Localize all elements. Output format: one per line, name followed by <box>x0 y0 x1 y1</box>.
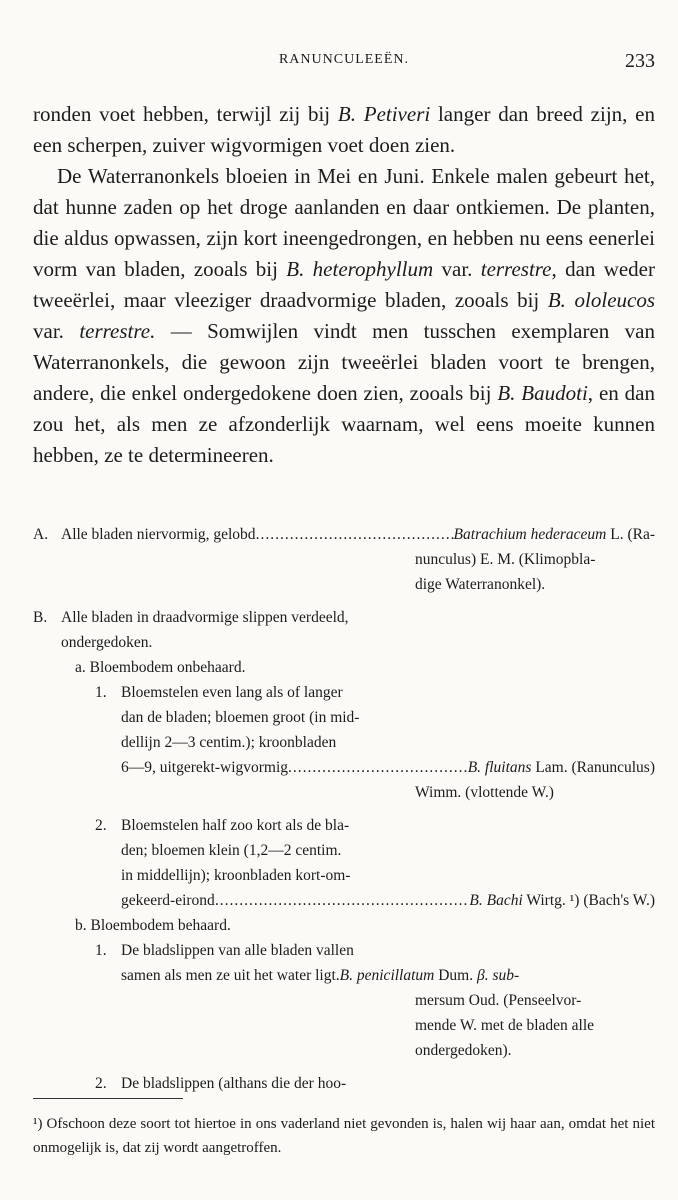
key-text: den; bloemen klein (1,2—2 centim. <box>121 842 342 859</box>
key-text: Alle bladen in draadvormige slippen verdeeld, <box>61 609 349 626</box>
page-number: 233 <box>625 50 655 72</box>
key-label: 2. <box>95 1075 107 1092</box>
species-name: B. heterophyllum <box>286 257 434 281</box>
page-header <box>33 50 655 74</box>
key-label: b. <box>75 917 87 934</box>
paragraph-2 <box>33 161 655 471</box>
key-text: De bladslippen van alle bladen vallen <box>121 942 354 959</box>
species-name: B. Petiveri <box>337 102 431 126</box>
text-run: , en dan zou het, als men ze afzonderlijk waarnam, wel eens moeite kunnen hebben, ze te determineeren. <box>33 381 655 467</box>
text-run: var. <box>433 257 481 281</box>
continuation-line: Wimm. (vlottende W.) <box>415 784 554 801</box>
leader-dots <box>288 755 468 780</box>
key-text: Alle bladen niervormig, gelobd <box>61 526 256 543</box>
footnote-rule <box>33 1098 183 1099</box>
key-label: B. <box>33 609 48 626</box>
key-entry-a <box>33 655 655 680</box>
key-text: samen als men ze uit het water ligt. <box>121 967 340 984</box>
key-text: Bloemstelen even lang als of langer <box>121 684 343 701</box>
key-entry-b1 <box>33 938 655 963</box>
taxon-variety: β. sub- <box>476 967 520 984</box>
running-title: RANUNCULEEËN. <box>278 52 410 67</box>
continuation-line: mersum Oud. (Penseelvor- <box>415 992 582 1009</box>
taxon-authority: Lam. (Ranunculus) <box>531 759 655 776</box>
key-text: in middellijn); kroonbladen kort-om- <box>121 867 351 884</box>
taxon-name: B. Bachi <box>469 892 523 909</box>
key-text: gekeerd-eirond <box>121 892 215 909</box>
leader-dots <box>256 522 454 547</box>
leader-dots <box>215 888 470 913</box>
key-text: Bloemstelen half zoo kort als de bla- <box>121 817 350 834</box>
key-label: A. <box>33 526 49 543</box>
key-entry-A-continuation <box>33 547 655 597</box>
identification-key <box>33 522 655 1096</box>
key-entry-a1 <box>33 680 655 705</box>
taxon-authority: Wirtg. ¹) (Bach's W.) <box>522 892 655 909</box>
text-run: ronden voet hebben, terwijl zij bij <box>33 102 338 126</box>
key-text: De bladslippen (althans die der hoo- <box>121 1075 347 1092</box>
key-entry-B <box>33 605 655 655</box>
key-entry-a2 <box>33 813 655 838</box>
key-text: Bloembodem onbehaard. <box>89 659 246 676</box>
key-text: dellijn 2—3 centim.); kroonbladen <box>121 734 337 751</box>
key-text: ondergedoken. <box>61 634 153 651</box>
key-text: 6—9, uitgerekt-wigvormig <box>121 759 289 776</box>
footnote: ¹) Ofschoon deze soort tot hiertoe in ons vaderland niet gevonden is, halen wij haar aan, omdat het niet onmogelijk is, dat zij wordt aangetroffen. <box>33 1116 655 1156</box>
key-entry-A <box>33 522 655 547</box>
taxon-name: B. fluitans <box>467 759 532 776</box>
species-name: B. Baudoti <box>497 381 588 405</box>
key-label: 2. <box>95 817 107 834</box>
taxon-authority: Dum. <box>434 967 477 984</box>
text-run: var. <box>33 319 80 343</box>
taxon-authority: L. (Ra- <box>606 526 655 543</box>
taxon-name: Batrachium hederaceum <box>453 526 607 543</box>
continuation-line: nunculus) E. M. (Klimopbla- <box>415 551 596 568</box>
taxon-name: B. penicillatum <box>339 967 435 984</box>
species-name: terrestre <box>480 257 552 281</box>
key-label: a. <box>75 659 86 676</box>
species-name: terrestre. <box>79 319 156 343</box>
text-run: langer dan breed zijn, en een scherpen, zuiver wigvormigen voet doen zien. <box>33 102 655 157</box>
continuation-line: ondergedoken). <box>415 1042 512 1059</box>
species-name: B. ololeucos <box>547 288 656 312</box>
key-text: dan de bladen; bloemen groot (in mid- <box>121 709 360 726</box>
text-run: — Somwijlen vindt men tusschen exemplaren van Waterranonkels, die gewoon zijn tweeërlei bladen voort te brengen, andere, die enkel ondergedokene doen zien, zooals bij <box>33 319 656 405</box>
key-entry-b2 <box>33 1071 655 1096</box>
continuation-line: dige Waterranonkel). <box>415 576 546 593</box>
paragraph-1 <box>33 99 655 161</box>
key-label: 1. <box>95 684 107 701</box>
text-run: , dan weder tweeërlei, maar vleeziger draadvormige bladen, zooals bij <box>33 257 655 312</box>
continuation-line: mende W. met de bladen alle <box>415 1017 595 1034</box>
body-text <box>33 99 655 471</box>
key-text: Bloembodem behaard. <box>90 917 231 934</box>
key-label: 1. <box>95 942 107 959</box>
key-entry-b <box>33 913 655 938</box>
text-run: De Waterranonkels bloeien in Mei en Juni. Enkele malen gebeurt het, dat hunne zaden op het droge aanlanden en daar ontkiemen. De planten, die aldus opwassen, zijn kort ineengedrongen, en hebben nu eens eenerlei vorm van bladen, zooals bij <box>33 164 655 281</box>
